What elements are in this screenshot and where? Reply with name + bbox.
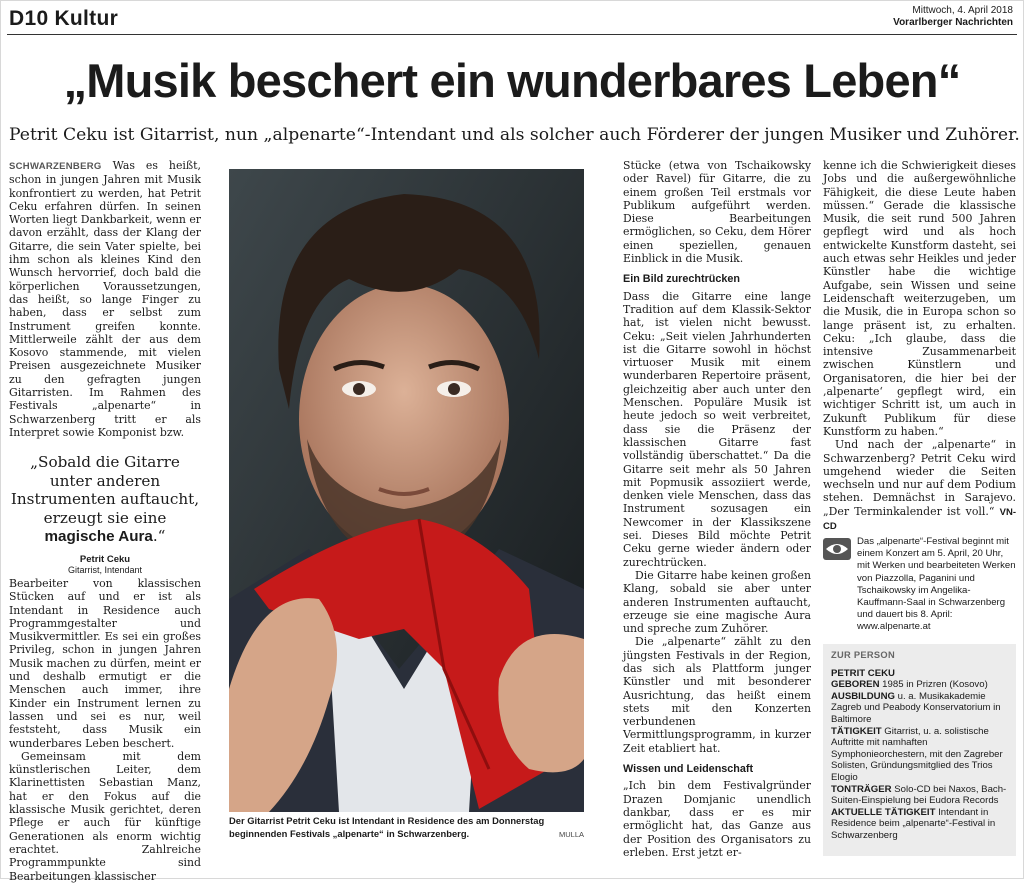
paragraph: Was es heißt, schon in jungen Jahren mit Musik konfrontiert zu werden, hat Petrit Ceku erfahren dürfen. In seinen Worten liegt Dankbarkeit, wenn er davon erzählt, dass der Klang der Gitarre, die sein Vater spielte, bei ihm schon als kleines Kind den Wunsch hervorrief, doch bald die körperlichen Voraussetzungen, das heißt, so lange Finger zu haben, dass er selbst zum Instrument greifen konnte. Mittlerweile zählt der aus dem Kosovo stammende, mit vielen Preisen ausgezeichnete Musiker zu den gefragten jungen Gitarristen. Im Rahmen des Festivals „alpenarte“ in Schwarzenberg tritt er als Interpret sowie Komponist bzw.	[9, 159, 201, 439]
factbox-label: GEBOREN	[831, 679, 880, 691]
publication-name: Vorarlberger Nachrichten	[893, 17, 1013, 28]
quote-text-part: .“	[152, 527, 166, 545]
photo-credit: MULLA	[558, 830, 584, 839]
paragraph: Die Gitarre habe keinen großen Klang, sobald sie aber unter anderen Instrumenten auftaucht, erzeuge sie eine magische Aura und spreche zum Zuhörer.	[623, 568, 811, 636]
article-column-3	[623, 159, 811, 859]
factbox-row	[831, 679, 1008, 691]
factbox-label: AKTUELLE TÄTIGKEIT	[831, 806, 936, 818]
article-column-1	[9, 159, 201, 439]
paragraph: Die „alpenarte“ zählt zu den jüngsten Festivals in der Region, das sich als Plattform junger Künstler und mit besonderer Ausrichtung, das heißt einem stets mit den Konzerten verbundenen Vermittlungsprogramm, in kurzer Zeit etabliert hat.	[623, 635, 811, 755]
caption-text: Der Gitarrist Petrit Ceku ist Intendant in Residence des am Donnerstag beginnenden Festivals „alpenarte“ in Schwarzenberg.	[229, 815, 545, 839]
eye-icon	[823, 538, 851, 560]
paragraph: Dass die Gitarre eine lange Tradition auf dem Klassik-Sektor hat, ist vielen nicht bewusst. Ceku: „Seit vielen Jahrhunderten ist die Gitarre sowohl in höchst virtuoser Musik mit einem wunderbaren Repertoire präsent, gleichzeitig aber auch unter den Menschen. Populäre Musik ist heute jedoch so weit verbreitet, dass sie die Präsenz der klassischen Gitarre fast vollständig überschattet.“ Da die Gitarre seit mehr als 50 Jahren mit Popmusik assoziiert werde, denken viele Menschen, dass das Instrument sozusagen ein Newcomer in der Klassikszene sei. Dieses Bild möchte Petrit Ceku gerne wieder ändern oder zurechtrücken.	[623, 289, 811, 569]
paragraph: kenne ich die Schwierigkeit dieses Jobs und die außergewöhnliche Fähigkeit, die diese Leute haben müssen.“ Gerade die klassische Musik, die seit rund 500 Jahren gepflegt wird und als hoch entwickelte Kunstform dasteht, sei auch etwas sehr Heikles und jeder Künstler habe die wichtige Aufgabe, sein Wissen und seine Leidenschaft weiterzugeben, um die Musik, die in Europa schon so lange präsent ist, zu erhalten. Ceku: „Ich glaube, dass die intensive Zusammenarbeit zwischen Künstlern und Organisatoren, die hier bei der ‚alpenarte‘ gepflegt wird, ein wichtiger Schritt ist, um auch in Zukunft Publikum für diese Kunstform zu haben.“	[823, 159, 1016, 438]
page-number: D10	[9, 7, 49, 30]
quote-author-role: Gitarrist, Intendant	[67, 564, 143, 575]
quote-highlight: magische Aura	[44, 528, 153, 545]
article-column-1-continued	[9, 577, 201, 883]
paragraph: Gemeinsam mit dem künstlerischen Leiter, dem Klarinettisten Sebastian Manz, hat er den Fokus auf die klassische Musik gerichtet, deren Pflege er auch für künftige Generationen als enorm wichtig erachtet. Zahlreiche Programmpunkte sind Bearbeitungen klassischer	[9, 749, 201, 883]
paragraph-text: Und nach der „alpenarte“ in Schwarzenberg? Petrit Ceku wird umgehend wieder die Seiten wechseln und nur auf dem Podium stehen. Demnächst in Sarajevo. „Der Terminkalender ist voll.“	[823, 438, 1016, 518]
event-info-text: Das „alpenarte“-Festival beginnt mit einem Konzert am 5. April, 20 Uhr, mit Werken und bearbeiteten Werken von Piazzolla, Paganini und Tschaikowsky im Angelika-Kauffmann-Saal in Schwarzenberg und dauert bis 8. April: www.alpenarte.at	[857, 536, 1016, 633]
header-meta	[893, 5, 1013, 29]
paragraph: Bearbeiter von klassischen Stücken auf und er ist als Intendant in Residence auch Programmgestalter und Musikvermittler. Es sei ein großes Privileg, schon in jungen Jahren Musik machen zu dürfen, meint er und deshalb ermutigt er die Menschen auch immer, ihre Kinder ein Instrument lernen zu lassen und sei es nur, weil feststeht, dass Musik ein wunderbares Leben beschert.	[9, 577, 201, 750]
section-name: Kultur	[54, 7, 119, 30]
factbox-row	[831, 691, 1008, 726]
subheading: Ein Bild zurechtrücken	[623, 273, 740, 286]
paragraph	[823, 438, 1016, 533]
pull-quote	[9, 453, 201, 575]
photo-caption	[229, 815, 584, 840]
factbox-row	[831, 726, 1008, 784]
quote-text-part: „Sobald die Gitarre unter anderen Instrumenten auftaucht, erzeugt sie eine	[10, 453, 200, 527]
factbox-label: TONTRÄGER	[831, 783, 892, 795]
headline: „Musik beschert ein wunderbares Leben“	[63, 54, 961, 107]
header-rule	[7, 34, 1017, 35]
page-header	[9, 7, 118, 31]
factbox-value: Gitarrist, u. a. solistische Auftritte mit namhaften Symphonieorchestern, mit den Zagreber Solisten, Gründungsmitglied des Trios Elogio	[831, 725, 1003, 783]
factbox-heading: ZUR PERSON	[831, 650, 895, 660]
person-factbox	[823, 644, 1016, 856]
paragraph: „Ich bin dem Festivalgründer Drazen Domjanic unendlich dankbar, dass er es mir ermöglicht hat, das Ganze aus der Position des Organisators zu erleben. Erst jetzt er-	[623, 779, 811, 859]
factbox-label: TÄTIGKEIT	[831, 725, 882, 737]
pull-quote-text	[9, 453, 201, 547]
paragraph: Stücke (etwa von Tschaikowsky oder Ravel) für Gitarre, die zu einem großen Teil erstmals vor Publikum aufgeführt werden. Diese Bearbeitungen ermöglichen, so Ceku, dem Hörer einen speziellen, genauen Einblick in die Musik.	[623, 159, 811, 266]
factbox-value: Solo-CD bei Naxos, Bach-Suiten-Einspielung bei Eudora Records	[831, 783, 1007, 807]
author-signature: VN-CD	[823, 506, 1016, 533]
factbox-label: AUSBILDUNG	[831, 690, 895, 702]
subheading: Wissen und Leidenschaft	[623, 763, 754, 776]
factbox-name: PETRIT CEKU	[831, 667, 895, 679]
article-column-4	[823, 159, 1016, 533]
factbox-row	[831, 784, 1008, 807]
factbox-value: u. a. Musikakademie Zagreb und Peabody Konservatorium in Baltimore	[831, 690, 1001, 725]
event-info-box	[823, 536, 1016, 634]
factbox-value: 1985 in Prizren (Kosovo)	[879, 679, 988, 691]
quote-author: Petrit Ceku	[79, 553, 131, 565]
factbox-row	[831, 807, 1008, 842]
portrait-photo	[229, 169, 584, 812]
portrait-illustration	[229, 169, 584, 812]
dateline: SCHWARZENBERG	[9, 161, 102, 172]
subheadline: Petrit Ceku ist Gitarrist, nun „alpenarte“-Intendant und als solcher auch Förderer der jungen Musiker und Zuhörer.	[9, 125, 1020, 145]
issue-date: Mittwoch, 4. April 2018	[912, 5, 1013, 16]
factbox-value: Intendant in Residence beim „alpenarte“-Festival in Schwarzenberg	[831, 806, 996, 841]
